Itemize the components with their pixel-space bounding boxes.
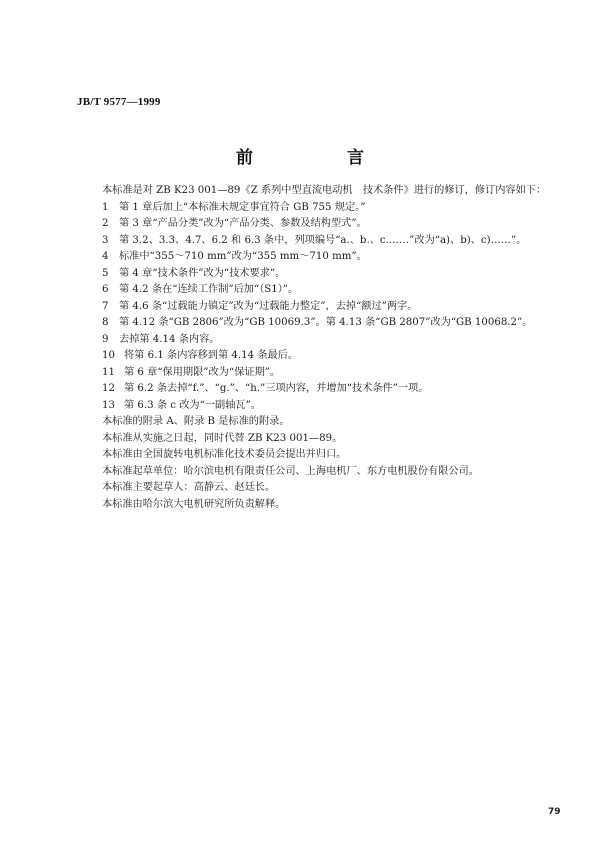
item-number: 8	[102, 317, 109, 328]
list-item	[102, 249, 572, 266]
item-number: 6	[102, 284, 109, 295]
closing-paragraph-appendix: 本标准的附录 A、附录 B 是标准的附录。	[102, 416, 290, 427]
item-number: 9	[102, 333, 109, 345]
item-number: 3	[102, 234, 109, 246]
item-text: 第 6 章“保用期限”改为“保证期”。	[124, 366, 281, 378]
list-item	[102, 365, 572, 382]
item-text: 第 6.2 条去掉“f.”、“g.”、“h.”三项内容，并增加“技术条件”一项。	[124, 383, 429, 394]
list-item	[102, 348, 572, 365]
list-item	[102, 315, 572, 332]
list-item	[102, 216, 572, 233]
list-item	[102, 200, 572, 217]
closing-paragraph-proposer: 本标准由全国旋转电机标准化技术委员会提出并归口。	[102, 449, 347, 460]
item-number: 2	[102, 218, 109, 229]
list-item	[102, 381, 572, 398]
item-text: 第 4.12 条“GB 2806”改为“GB 10069.3”。第 4.13 条“GB 2807”改为“GB 10068.2”。	[119, 317, 533, 328]
item-number: 7	[102, 300, 109, 312]
item-text: 第 4.2 条在“连续工作制”后加“（S1）”。	[119, 284, 299, 295]
item-text: 标准中“355～710 mm”改为“355 mm～710 mm”。	[119, 251, 367, 262]
item-text: 第 3.2、3.3、4.7、6.2 和 6.3 条中，列项编号“a.、b.、c.……”改为“a)、b)、c)……”。	[119, 234, 527, 246]
document-id: JB/T 9577—1999	[77, 96, 161, 108]
list-item	[102, 398, 572, 415]
item-text: 第 3 章“产品分类”改为“产品分类、参数及结构型式”。	[119, 218, 367, 229]
list-item	[102, 299, 572, 316]
closing-paragraph-interpretation: 本标准由哈尔滨大电机研究所负责解释。	[102, 498, 286, 510]
closing-paragraph-replacement: 本标准从实施之日起，同时代替 ZB K23 001—89。	[102, 432, 343, 444]
list-item	[102, 332, 572, 349]
foreword-body	[102, 183, 572, 513]
item-text: 第 4.6 条“过载能力镇定”改为“过载能力整定”，去掉“额过”两字。	[119, 300, 418, 312]
item-number: 13	[102, 399, 115, 411]
item-number: 10	[102, 350, 115, 361]
item-number: 12	[102, 383, 115, 394]
item-text: 将第 6.1 条内容移到第 4.14 条最后。	[124, 350, 299, 361]
intro-paragraph: 本标准是对 ZB K23 001—89《Z 系列中型直流电动机 技术条件》进行的修订，修订内容如下：	[102, 185, 547, 196]
item-number: 1	[102, 201, 109, 213]
item-number: 11	[102, 366, 115, 378]
item-number: 5	[102, 267, 109, 279]
item-text: 第 1 章后加上“本标准未规定事宜符合 GB 755 规定。”	[119, 201, 366, 213]
list-item	[102, 266, 572, 283]
item-text: 去掉第 4.14 条内容。	[119, 333, 220, 345]
item-text: 第 6.3 条 c 改为“一副轴瓦”。	[124, 399, 261, 411]
list-item	[102, 233, 572, 250]
item-text: 第 4 章“技术条件”改为“技术要求”。	[119, 267, 286, 279]
page-number: 79	[548, 807, 561, 817]
closing-paragraph-drafters: 本标准主要起草人：高静云、赵廷长。	[102, 482, 276, 493]
closing-paragraph-drafting-units: 本标准起草单位：哈尔滨电机有限责任公司、上海电机厂、东方电机股份有限公司。	[102, 465, 479, 477]
item-number: 4	[102, 251, 109, 262]
list-item	[102, 282, 572, 299]
page-title: 前 言	[236, 148, 408, 168]
